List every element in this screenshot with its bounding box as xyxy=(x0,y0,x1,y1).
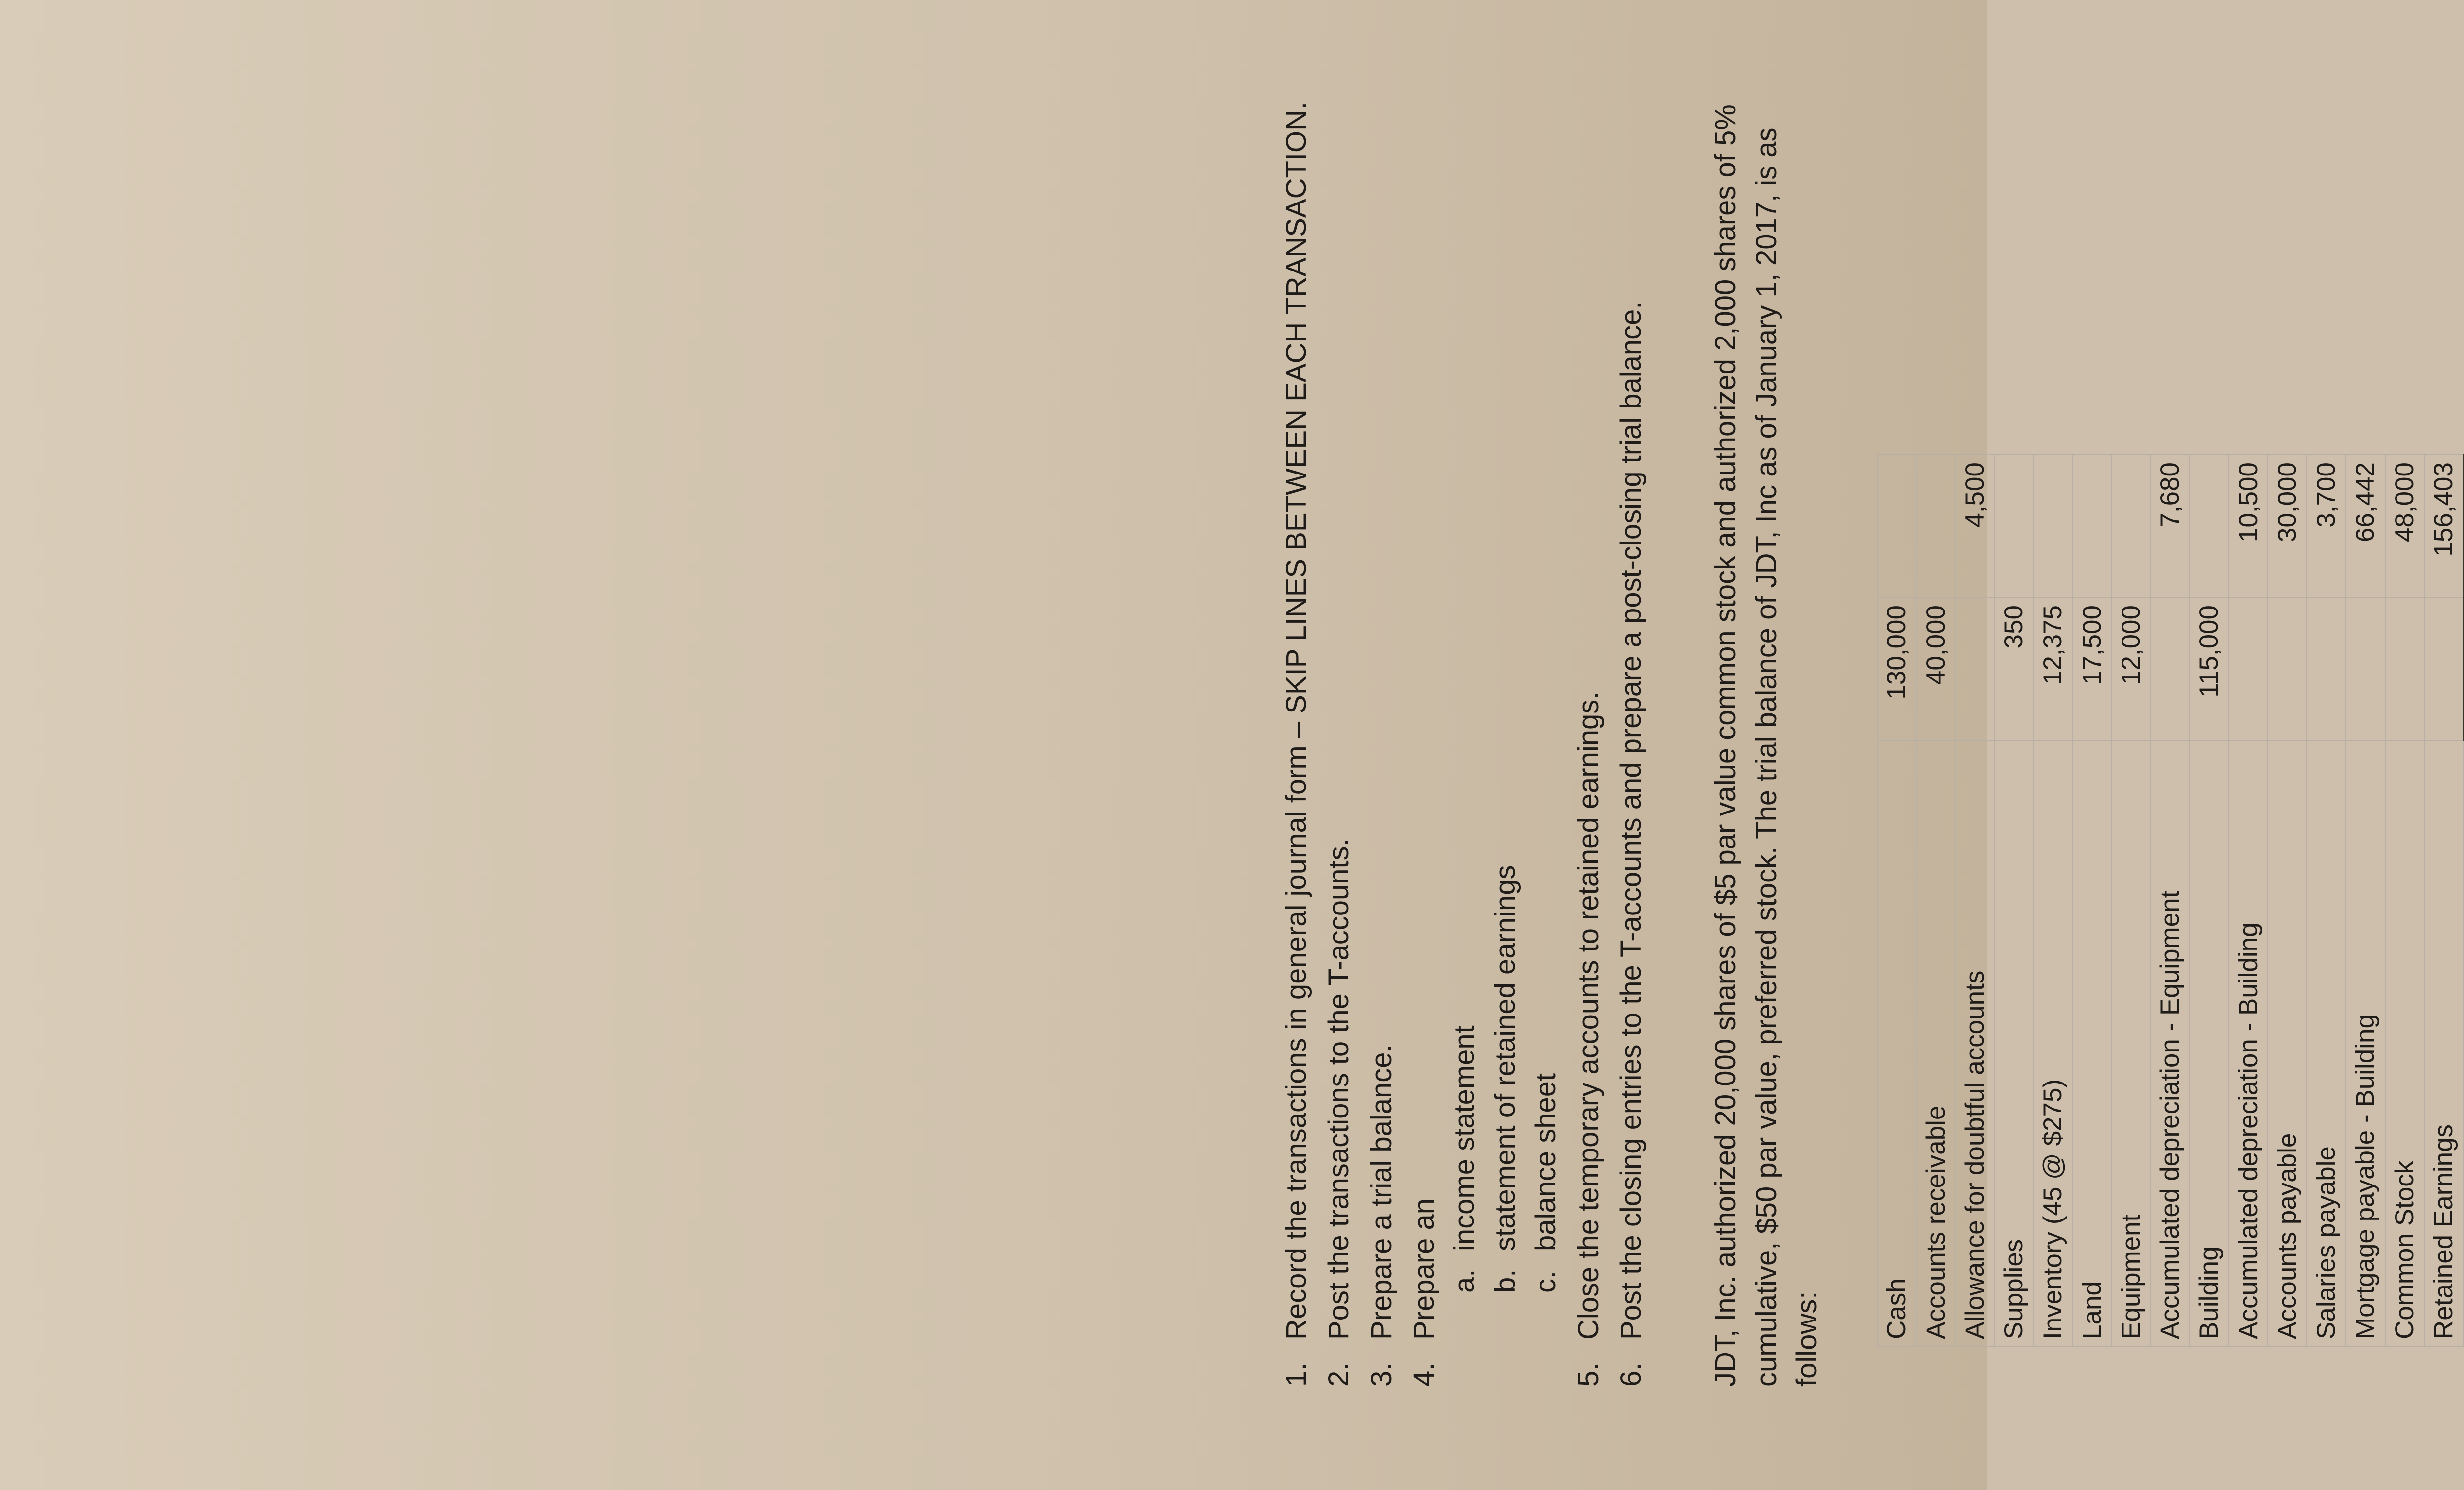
trial-balance-row xyxy=(2307,455,2346,1347)
credit-cell xyxy=(1994,455,2033,598)
account-name-cell: Accumulated depreciation - Building xyxy=(2229,741,2268,1347)
trial-balance-row xyxy=(2033,455,2072,1347)
prepare-item: c. balance sheet xyxy=(1530,1073,1562,1293)
trial-balance-row xyxy=(1955,455,1994,1347)
credit-cell: 156,403 xyxy=(2424,455,2464,598)
instruction-item: 2. Post the transactions to the T-accounts. xyxy=(1323,838,1355,1387)
trial-balance-row xyxy=(2346,455,2385,1347)
credit-cell xyxy=(2033,455,2072,598)
debit-cell: 130,000 xyxy=(1877,598,1916,741)
instruction-item: 5. Close the temporary accounts to retained earnings. xyxy=(1572,691,1605,1387)
debit-cell xyxy=(2307,598,2346,741)
trial-balance-row xyxy=(2229,455,2268,1347)
credit-cell xyxy=(1916,455,1955,598)
account-name-cell: Inventory (45 @ $275) xyxy=(2033,741,2072,1347)
credit-cell: 48,000 xyxy=(2385,455,2424,598)
account-name-cell: Land xyxy=(2073,741,2112,1347)
debit-cell: 40,000 xyxy=(1916,598,1955,741)
account-name-cell: Supplies xyxy=(1994,741,2033,1347)
trial-balance-row xyxy=(2073,455,2112,1347)
instruction-item: 6. Post the closing entries to the T-accounts and prepare a post-closing trial balance. xyxy=(1614,301,1647,1387)
account-name-cell: Common Stock xyxy=(2385,741,2424,1347)
trial-balance-row xyxy=(2385,455,2424,1347)
account-name-cell: Accounts receivable xyxy=(1916,741,1955,1347)
prepare-item: a. income statement xyxy=(1448,1025,1481,1293)
instruction-item: 4. Prepare an a. income statement b. statement of retained earnings c. balance sheet xyxy=(1404,74,1566,1387)
debit-cell: 350 xyxy=(1994,598,2033,741)
company-intro: JDT, Inc. authorized 20,000 shares of $5 par value common stock and authorized 2,000 shares of 5% cumulative, $50 par value, preferred stock. The trial balance of JDT, Inc as of January 1, 2017, is as follows: xyxy=(1710,104,1823,1387)
account-name-cell: Allowance for doubtful accounts xyxy=(1955,741,1994,1347)
account-name-cell: Mortgage payable - Building xyxy=(2346,741,2385,1347)
credit-cell: 10,500 xyxy=(2229,455,2268,598)
debit-cell xyxy=(2346,598,2385,741)
trial-balance-row xyxy=(2190,455,2228,1347)
trial-balance-row xyxy=(1916,455,1955,1347)
credit-cell: 66,442 xyxy=(2346,455,2385,598)
debit-cell xyxy=(2268,598,2307,741)
account-name-cell: Salaries payable xyxy=(2307,741,2346,1347)
trial-balance-row xyxy=(2424,455,2464,1347)
trial-balance-body xyxy=(1877,455,2464,1347)
trial-balance-row xyxy=(1994,455,2033,1347)
instructions-list xyxy=(1276,74,1651,1387)
account-name-cell: Accumulated depreciation - Equipment xyxy=(2151,741,2190,1347)
credit-cell: 3,700 xyxy=(2307,455,2346,598)
account-name-cell: Accounts payable xyxy=(2268,741,2307,1347)
account-name-cell: Equipment xyxy=(2112,741,2151,1347)
trial-balance-row xyxy=(2112,455,2151,1347)
prepare-item: b. statement of retained earnings xyxy=(1489,865,1521,1293)
credit-cell: 7,680 xyxy=(2151,455,2190,598)
debit-cell xyxy=(2229,598,2268,741)
trial-balance-table xyxy=(1877,454,2464,1347)
account-name-cell: Retained Earnings xyxy=(2424,741,2464,1347)
credit-cell xyxy=(2073,455,2112,598)
trial-balance-row xyxy=(1877,455,1916,1347)
debit-cell: 12,000 xyxy=(2112,598,2151,741)
credit-cell: 30,000 xyxy=(2268,455,2307,598)
prepare-sublist xyxy=(1444,74,1566,1340)
account-name-cell: Building xyxy=(2190,741,2228,1347)
account-name-cell: Cash xyxy=(1877,741,1916,1347)
credit-cell xyxy=(1877,455,1916,598)
debit-cell xyxy=(2385,598,2424,741)
trial-balance-row xyxy=(2268,455,2307,1347)
credit-cell xyxy=(2190,455,2228,598)
debit-cell xyxy=(2151,598,2190,741)
debit-cell: 17,500 xyxy=(2073,598,2112,741)
trial-balance-row xyxy=(2151,455,2190,1347)
instruction-item: 1. Record the transactions in general journal form – SKIP LINES BETWEEN EACH TRANSACTION. xyxy=(1280,102,1312,1387)
debit-cell: 12,375 xyxy=(2033,598,2072,741)
credit-cell xyxy=(2112,455,2151,598)
debit-cell xyxy=(1955,598,1994,741)
debit-cell: 115,000 xyxy=(2190,598,2228,741)
instruction-item: 3. Prepare a trial balance. xyxy=(1365,1044,1398,1387)
credit-cell: 4,500 xyxy=(1955,455,1994,598)
debit-cell xyxy=(2424,598,2464,741)
